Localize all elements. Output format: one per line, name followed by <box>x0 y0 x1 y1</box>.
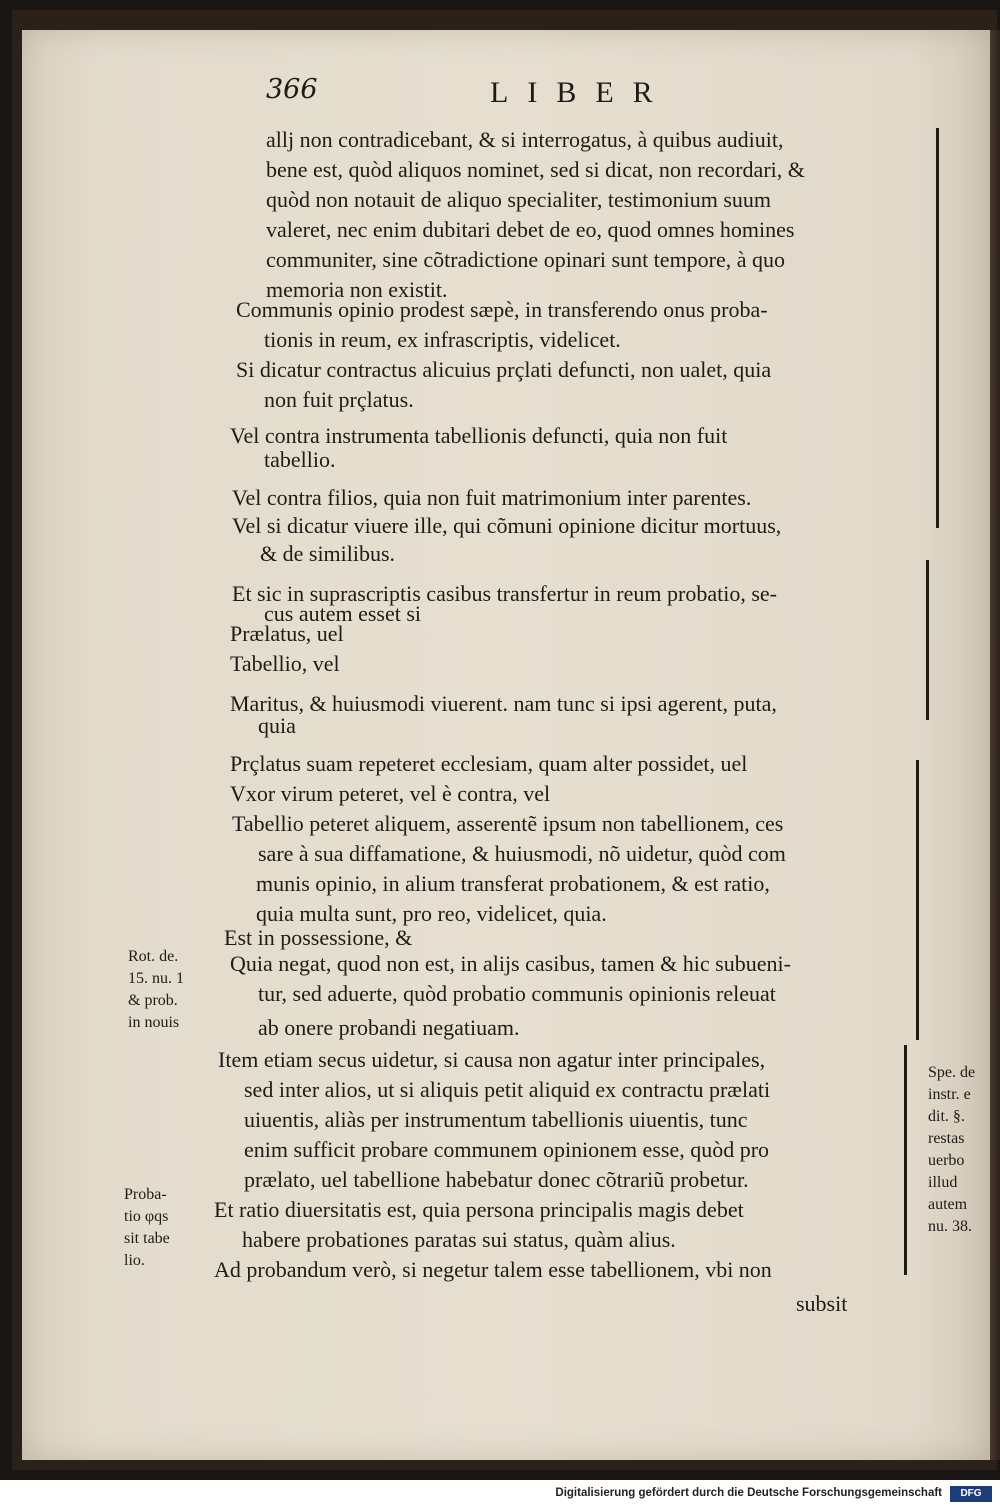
text-line: habere probationes paratas sui status, quàm alius. <box>242 1227 676 1252</box>
margin-note-line: & prob. <box>128 992 178 1009</box>
text-line: subsit <box>796 1291 848 1316</box>
text-line: Prçlatus suam repeteret ecclesiam, quam alter possidet, uel <box>230 751 748 776</box>
margin-note-line: sit tabe <box>124 1230 170 1247</box>
margin-note-line: illud <box>928 1174 958 1191</box>
text-line: communiter, sine cõtradictione opinari sunt tempore, à quo <box>266 247 786 272</box>
text-line: Vel contra instrumenta tabellionis defuncti, quia non fuit <box>230 423 728 448</box>
text-line: Si dicatur contractus alicuius prçlati defuncti, non ualet, quia <box>236 357 772 382</box>
funding-credit: Digitalisierung gefördert durch die Deutsche Forschungsgemeinschaft <box>555 1487 942 1499</box>
running-title: LIBER <box>490 76 672 109</box>
text-line: Vel si dicatur viuere ille, qui cõmuni opinione dicitur mortuus, <box>232 513 782 538</box>
text-line: Et ratio diuersitatis est, quia persona principalis magis debet <box>214 1197 744 1222</box>
digitization-footer <box>0 1480 1000 1508</box>
text-line: tionis in reum, ex infrascriptis, videlicet. <box>264 327 621 352</box>
margin-bracket <box>926 560 929 720</box>
page-number: 366 <box>266 74 318 105</box>
margin-note-line: lio. <box>124 1252 145 1269</box>
margin-bracket <box>916 760 919 1040</box>
margin-bracket <box>904 1045 907 1275</box>
text-line: tur, sed aduerte, quòd probatio communis opinionis releuat <box>258 981 776 1006</box>
margin-note-line: autem <box>928 1196 968 1213</box>
margin-note-line: Spe. de <box>928 1064 976 1081</box>
page-edge <box>990 30 1000 1460</box>
text-line: Tabellio, vel <box>230 651 340 676</box>
text-line: sed inter alios, ut si aliquis petit aliquid ex contractu prælati <box>244 1077 771 1102</box>
text-line: bene est, quòd aliquos nominet, sed si dicat, non recordari, & <box>266 157 805 182</box>
margin-note-line: uerbo <box>928 1152 965 1169</box>
text-line: quòd non notauit de aliquo specialiter, testimonium suum <box>266 187 772 212</box>
text-line: quia multa sunt, pro reo, videlicet, quia. <box>256 901 607 926</box>
text-line: Ad probandum verò, si negetur talem esse tabellionem, vbi non <box>214 1257 772 1282</box>
text-line: & de similibus. <box>260 541 396 566</box>
text-line: uiuentis, aliàs per instrumentum tabellionis uiuentis, tunc <box>244 1107 748 1132</box>
running-header <box>0 74 1000 114</box>
text-line: Vel contra filios, quia non fuit matrimonium inter parentes. <box>232 485 752 510</box>
text-line: cus autem esset si <box>264 601 422 626</box>
text-line: Maritus, & huiusmodi viuerent. nam tunc si ipsi agerent, puta, <box>230 691 777 716</box>
margin-bracket <box>936 128 939 528</box>
text-line: Est in possessione, & <box>224 925 413 950</box>
dfg-logo: DFG <box>950 1486 992 1502</box>
text-line: Et sic in suprascriptis casibus transfertur in reum probatio, se- <box>232 581 777 606</box>
text-line: Quia negat, quod non est, in alijs casibus, tamen & hic subueni- <box>230 951 791 976</box>
text-line: Prælatus, uel <box>230 621 344 646</box>
margin-note-line: nu. 38. <box>928 1218 972 1235</box>
text-line: non fuit prçlatus. <box>264 387 414 412</box>
margin-note-line: dit. §. <box>928 1108 965 1125</box>
text-line: memoria non existit. <box>266 277 448 302</box>
text-line: quia <box>258 713 296 738</box>
text-line: prælato, uel tabellione habebatur donec cõtrariũ probetur. <box>244 1167 749 1192</box>
text-line: ab onere probandi negatiuam. <box>258 1015 520 1040</box>
text-line: allj non contradicebant, & si interrogatus, à quibus audiuit, <box>266 127 784 152</box>
margin-note-line: instr. e <box>928 1086 971 1103</box>
margin-note-line: tio φqs <box>124 1208 169 1225</box>
text-line: Item etiam secus uidetur, si causa non agatur inter principales, <box>218 1047 766 1072</box>
margin-note-line: Rot. de. <box>128 948 179 965</box>
margin-note-line: restas <box>928 1130 965 1147</box>
text-line: munis opinio, in alium transferat probationem, & est ratio, <box>256 871 770 896</box>
text-line: Vxor virum peteret, vel è contra, vel <box>230 781 551 806</box>
text-line: Communis opinio prodest sæpè, in transferendo onus proba- <box>236 297 768 322</box>
text-line: enim sufficit probare communem opinionem esse, quòd pro <box>244 1137 770 1162</box>
text-line: tabellio. <box>264 447 336 472</box>
margin-note-line: 15. nu. 1 <box>128 970 184 987</box>
text-line: valeret, nec enim dubitari debet de eo, quod omnes homines <box>266 217 795 242</box>
margin-note-line: Proba- <box>124 1186 167 1203</box>
margin-note-line: in nouis <box>128 1014 180 1031</box>
text-line: sare à sua diffamatione, & huiusmodi, nõ uidetur, quòd com <box>258 841 786 866</box>
text-line: Tabellio peteret aliquem, asserentẽ ipsum non tabellionem, ces <box>232 811 784 836</box>
